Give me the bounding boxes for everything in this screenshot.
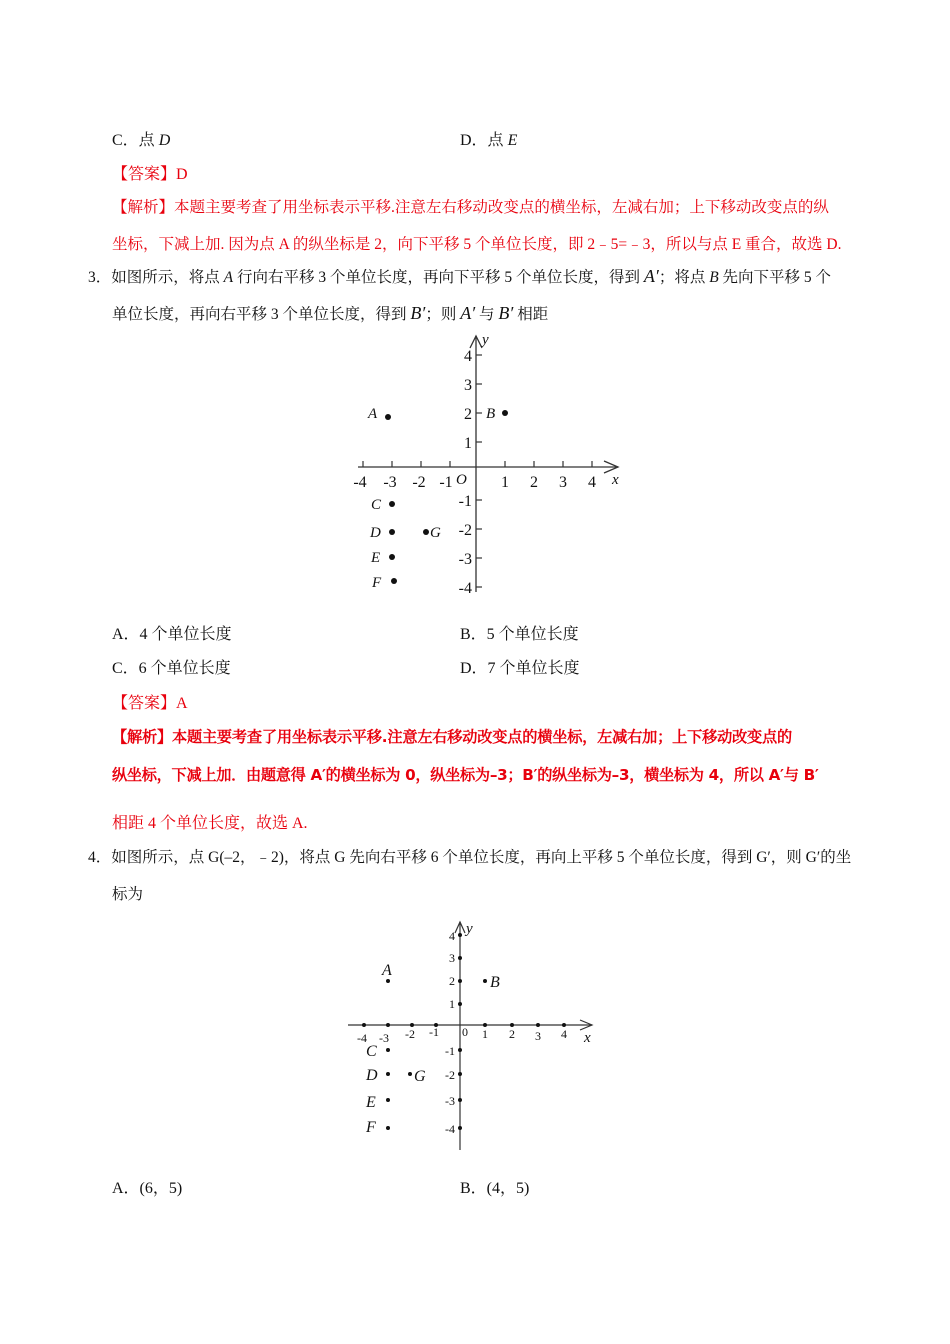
y-tick-label: 3 <box>449 951 455 965</box>
y-tick-label: 2 <box>449 974 455 988</box>
q2-analysis-line2: 坐标，下减上加. 因为点 A 的纵坐标是 2，向下平移 5 个单位长度，即 2﹣5=﹣3，所以与点 E 重合，故选 D. <box>112 236 842 253</box>
x-tick-label: -1 <box>439 474 453 491</box>
q4-option-a: A．(6，5) <box>112 1180 183 1197</box>
x-tick-label: 3 <box>559 474 567 491</box>
q3-l1c: 行向右平移 3 个单位长度，再向下平移 5 个单位长度，得到 <box>236 269 640 286</box>
x-tick-label: 3 <box>535 1029 541 1043</box>
point-b <box>502 410 508 416</box>
q2-analysis-line1: 【解析】本题主要考查了用坐标表示平移.注意左右移动改变点的横坐标，左减右加；上下移动改变点的纵 <box>112 199 829 216</box>
point-b <box>483 979 487 983</box>
point-d <box>389 529 395 535</box>
q2-option-c-var: D <box>158 132 171 149</box>
point-g <box>423 529 429 535</box>
q3-stem-line1 <box>88 265 831 287</box>
y-tick-label: 1 <box>464 435 472 452</box>
point-c <box>389 501 395 507</box>
x-tick-label: 4 <box>561 1027 567 1041</box>
q3-l1d: A′ <box>643 266 659 286</box>
point-b-label: B <box>486 406 496 422</box>
point-f-label: F <box>372 575 382 591</box>
y-tick-label: 3 <box>464 377 472 394</box>
point-c-label: C <box>371 497 382 513</box>
q3-option-b: B．5 个单位长度 <box>460 626 579 643</box>
point-b-label: B <box>490 974 500 991</box>
origin-label: O <box>456 472 467 488</box>
q4-option-b: B．(4，5) <box>460 1180 530 1197</box>
q3-l2c: ；则 <box>425 306 457 323</box>
x-tick-label: -3 <box>379 1031 389 1045</box>
q3-option-c: C．6 个单位长度 <box>112 660 231 677</box>
x-axis-label: x <box>584 1030 591 1046</box>
point-a-label: A <box>382 962 392 979</box>
point-e <box>389 554 395 560</box>
x-tick-label: -4 <box>357 1031 367 1045</box>
q3-stem-line2 <box>112 302 548 324</box>
x-tick-label: 1 <box>501 474 509 491</box>
x-tick-label: 1 <box>482 1027 488 1041</box>
point-a-label: A <box>368 406 378 422</box>
q3-l1e: ；将点 <box>658 269 706 286</box>
point-f-label: F <box>366 1119 376 1136</box>
q3-l2d: A′ <box>460 303 476 323</box>
q3-l1a: 3．如图所示，将点 <box>88 269 220 286</box>
y-tick-label: 4 <box>449 929 455 943</box>
q3-l2g: 相距 <box>517 306 549 323</box>
q3-l2b: B′ <box>410 303 426 323</box>
y-tick-label: -1 <box>458 493 472 510</box>
y-tick-label: -2 <box>445 1068 455 1082</box>
point-a <box>385 414 391 420</box>
q3-l2f: B′ <box>498 303 514 323</box>
x-tick-label: 4 <box>588 474 596 491</box>
y-tick-label: 2 <box>464 406 472 423</box>
q2-option-d-var: E <box>507 132 518 149</box>
x-tick-label: -2 <box>412 474 426 491</box>
q4-stem-line2: 标为 <box>112 886 144 903</box>
y-tick-label: 4 <box>464 348 472 365</box>
y-axis-label: y <box>482 332 489 348</box>
q2-option-c-text: C．点 <box>112 132 155 149</box>
point-c <box>386 1048 390 1052</box>
y-tick-label: 1 <box>449 997 455 1011</box>
q3-l1f: B <box>709 269 719 286</box>
y-tick-label: -1 <box>445 1044 455 1058</box>
point-c-label: C <box>366 1043 377 1060</box>
point-g <box>408 1072 412 1076</box>
q3-analysis-line2: 纵坐标，下减上加．由题意得 A′的横坐标为 0，纵坐标为–3；B′的纵坐标为–3，横坐标为 4，所以 A′与 B′ <box>112 766 819 784</box>
point-d <box>386 1072 390 1076</box>
y-tick-label: -4 <box>458 580 472 597</box>
q4-stem-line1: 4．如图所示，点 G(–2，﹣2)，将点 G 先向右平移 6 个单位长度，再向上平移 5 个单位长度，得到 G′，则 G′的坐 <box>88 849 852 866</box>
x-tick-label: 2 <box>530 474 538 491</box>
q2-answer: 【答案】D <box>112 166 188 183</box>
point-g-label: G <box>430 525 441 541</box>
x-axis-label: x <box>612 472 619 488</box>
q3-analysis-line1: 【解析】本题主要考查了用坐标表示平移.注意左右移动改变点的横坐标，左减右加；上下移动改变点的 <box>112 728 793 746</box>
point-d-label: D <box>370 525 381 541</box>
origin-label: 0 <box>462 1025 468 1039</box>
coordinate-graph-2 <box>340 918 610 1158</box>
point-d-label: D <box>366 1067 378 1084</box>
x-tick-label: -4 <box>353 474 367 491</box>
y-tick-label: -3 <box>458 551 472 568</box>
point-e-label: E <box>366 1094 376 1111</box>
q2-option-d <box>460 127 517 150</box>
x-tick-label: 2 <box>509 1027 515 1041</box>
y-tick-label: -4 <box>445 1122 455 1136</box>
q3-option-d: D．7 个单位长度 <box>460 660 580 677</box>
q2-option-c <box>112 127 170 150</box>
coordinate-graph-1 <box>340 330 640 605</box>
point-e <box>386 1098 390 1102</box>
q2-option-d-text: D．点 <box>460 132 504 149</box>
q3-answer: 【答案】A <box>112 695 188 712</box>
q3-l2a: 单位长度，再向右平移 3 个单位长度，得到 <box>112 306 407 323</box>
point-f <box>386 1126 390 1130</box>
point-e-label: E <box>371 550 381 566</box>
point-a <box>386 979 390 983</box>
q3-l2e: 与 <box>479 306 495 323</box>
q3-l1b: A <box>223 269 234 286</box>
point-f <box>391 578 397 584</box>
x-tick-label: -3 <box>383 474 397 491</box>
y-tick-label: -3 <box>445 1094 455 1108</box>
q3-l1g: 先向下平移 5 个 <box>722 269 832 286</box>
q3-option-a: A．4 个单位长度 <box>112 626 232 643</box>
y-tick-label: -2 <box>458 522 472 539</box>
x-tick-label: -1 <box>429 1025 439 1039</box>
x-tick-label: -2 <box>405 1027 415 1041</box>
q3-analysis-line3: 相距 4 个单位长度，故选 A. <box>112 815 308 832</box>
point-g-label: G <box>414 1068 426 1085</box>
y-axis-label: y <box>466 921 473 937</box>
